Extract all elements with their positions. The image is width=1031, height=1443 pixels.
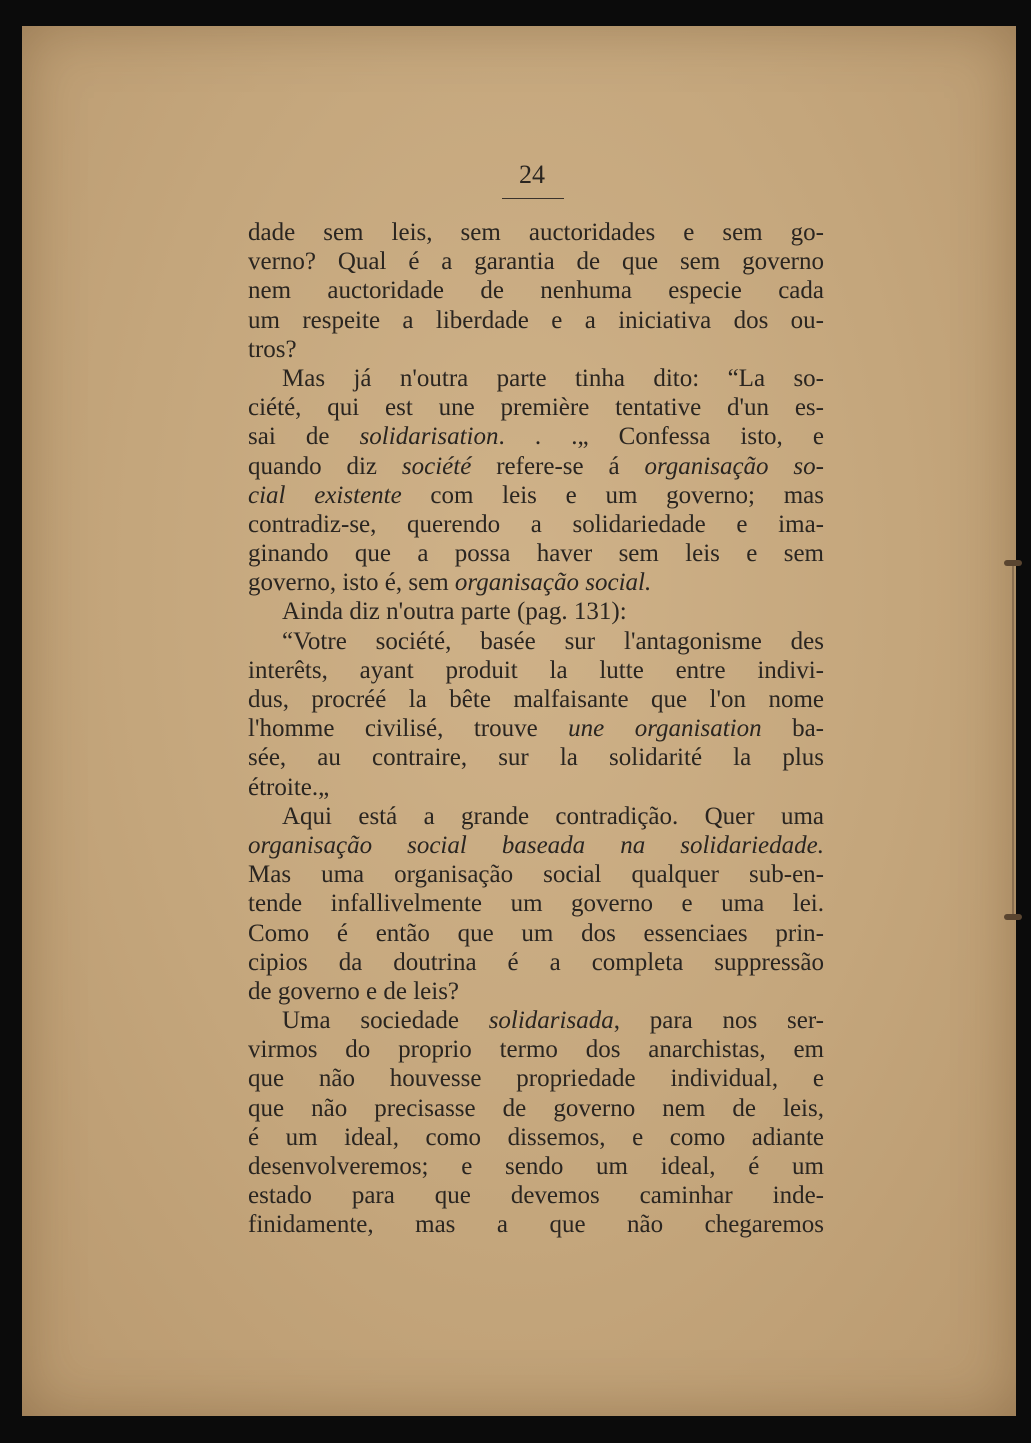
text-line [248,948,824,977]
text-line [248,306,824,335]
text-line [248,393,824,422]
text-line [248,1210,824,1239]
text-line [248,422,824,451]
text-line [248,364,824,393]
text-run: tende infallivelmente um governo e uma lei. [248,890,824,918]
text-line [248,627,824,656]
text-line [248,247,824,276]
text-run: ginando que a possa haver sem leis e sem [248,540,824,568]
text-run: contradiz-se, querendo a solidariedade e ima- [248,510,824,538]
text-run: Uma sociedade [282,1007,489,1035]
text-run: étroite.„ [248,773,330,801]
italic-text: solidarisada [488,1007,614,1035]
text-line [248,1094,824,1123]
text-line [248,335,824,364]
text-run: verno? Qual é a garantia de que sem governo [248,248,824,276]
text-line [248,919,824,948]
italic-text: organisação social. [454,569,652,597]
italic-text: organisação so- [644,452,824,480]
text-line [248,1152,824,1181]
text-line [248,977,824,1006]
text-line [248,276,824,305]
text-run: sai de [248,423,360,451]
text-line [248,510,824,539]
text-run: , para nos ser- [613,1007,824,1035]
page-number-rule [502,198,564,199]
text-line [248,597,824,626]
text-run: cipios da doutrina é a completa suppressão [248,948,824,976]
text-run: com leis e um governo; mas [401,481,824,509]
text-run: “Votre société, basée sur l'antagonisme des [282,627,824,655]
text-run: desenvolveremos; e sendo um ideal, é um [248,1153,824,1180]
text-line [248,481,824,510]
text-run: dade sem leis, sem auctoridades e sem go- [248,219,824,246]
text-run: é um ideal, como dissemos, e como adiante [248,1123,824,1151]
italic-text: organisação social baseada na solidariedade. [248,831,824,859]
text-line [248,831,824,860]
text-line [248,889,824,918]
italic-text: une organisation [568,715,762,743]
text-line [248,539,824,568]
text-run: virmos do proprio termo dos anarchistas, em [248,1036,824,1064]
text-line [248,568,824,597]
page-number: 24 [519,160,545,189]
text-line [248,773,824,802]
text-line [248,656,824,685]
text-run: nem auctoridade de nenhuma especie cada [248,277,824,305]
text-line [248,1006,824,1035]
text-run: de governo e de leis? [248,977,460,1005]
italic-text: solidarisation [359,423,499,451]
text-line [248,1123,824,1152]
text-run: tros? [248,335,297,363]
binding-thread [1012,566,1014,916]
text-line [248,1181,824,1210]
text-line [248,452,824,481]
text-run: Mas uma organisação social qualquer sub-en- [248,861,824,889]
text-line [248,1064,824,1093]
body-text [248,218,824,1240]
text-run: Como é então que um dos essenciaes prin- [248,919,824,947]
text-run: finidamente, mas a que não chegaremos [248,1211,824,1239]
text-run: interêts, ayant produit la lutte entre indivi- [248,656,824,684]
text-run: Aqui está a grande contradição. Quer uma [282,802,824,830]
binding-stitch-top [1004,560,1022,566]
text-line [248,1035,824,1064]
text-run: Ainda diz n'outra parte (pag. 131): [282,598,627,626]
text-run: . . .„ Confessa isto, e [498,423,824,451]
text-run: que não precisasse de governo nem de leis, [248,1094,824,1122]
text-run: governo, isto é, sem [248,569,455,597]
text-line [248,743,824,772]
text-run: ba- [761,715,824,743]
text-line [248,218,824,247]
text-run: refere-se á [471,452,645,480]
text-line [248,685,824,714]
text-run: quando diz [248,452,402,480]
text-run: sée, au contraire, sur la solidarité la plus [248,744,824,772]
text-run: que não houvesse propriedade individual, e [248,1065,824,1093]
italic-text: cial existente [248,481,402,509]
text-run: Mas já n'outra parte tinha dito: “La so- [282,364,824,392]
text-run: ciété, qui est une première tentative d'un es- [248,394,824,422]
text-run: estado para que devemos caminhar inde- [248,1182,824,1210]
text-run: l'homme civilisé, trouve [248,715,569,743]
text-line [248,802,824,831]
italic-text: société [401,452,472,480]
text-line [248,860,824,889]
binding-stitch-bottom [1004,914,1022,920]
text-run: um respeite a liberdade e a iniciativa dos ou- [248,306,824,334]
text-line [248,714,824,743]
text-run: dus, procréé la bête malfaisante que l'on nome [248,686,824,713]
